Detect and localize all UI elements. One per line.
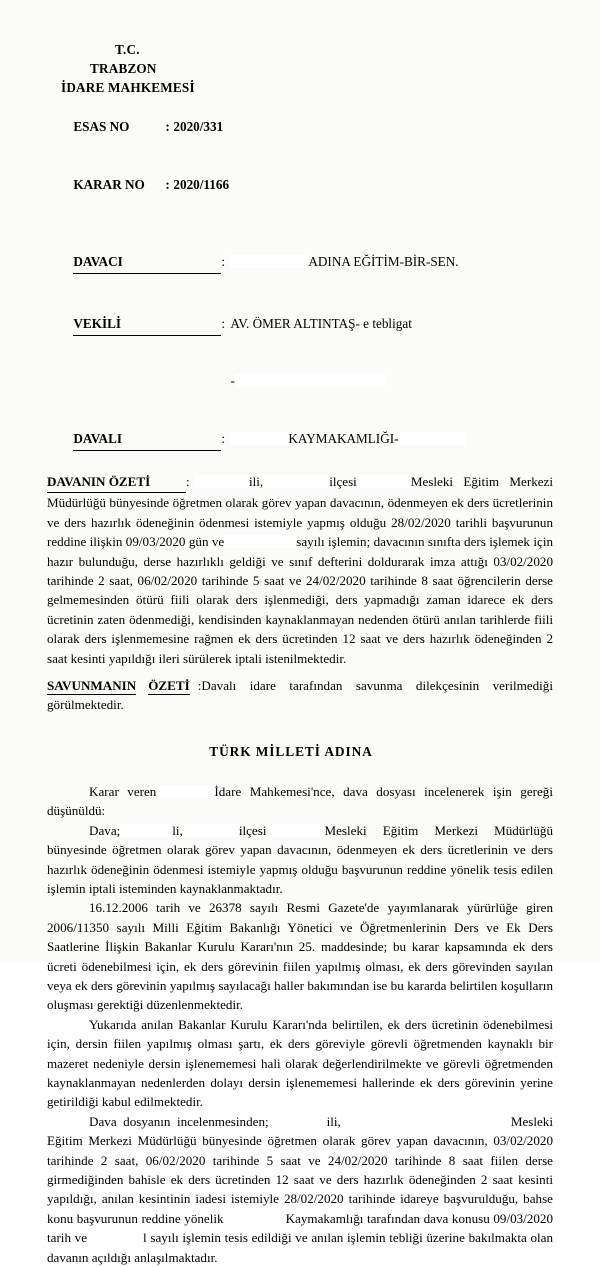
claim-decision-no-redaction [224, 535, 296, 548]
decision-p5-city-suffix: ili, [326, 1113, 341, 1129]
national-heading: TÜRK MİLLETİ ADINA [209, 743, 373, 759]
decision-number-value: 2020/1166 [173, 177, 230, 192]
decision-p5-governorate-redaction [224, 1212, 286, 1225]
attorney-continuation-redaction [235, 374, 385, 387]
decision-p1-suffix: İdare Mahkemesi'nce, dava dosyası incelenerek işin gereği düşünüldü: [47, 783, 553, 819]
defendant-redaction [230, 432, 288, 445]
document-sheet [47, 40, 553, 1267]
decision-body [47, 782, 553, 1267]
plaintiff-colon: : [221, 254, 226, 269]
plaintiff-value: ADINA EĞİTİM-BİR-SEN. [308, 254, 459, 269]
decision-paragraph-2 [47, 821, 553, 899]
defense-summary-paragraph [47, 676, 553, 715]
claim-summary-colon: : [186, 474, 190, 489]
claim-summary-text-after: sayılı işlemin; davacının sınıfta ders işlemek için hazır bulunduğu, derse hazırlıklı geldiği ve sınıf defterini doldurarak imza attığı 03/02/2020 tarihinde 2 saat, 06/02/2020 tarihinde 5 saat ve 24/02/2020 tarihinde 8 saat öğrencilerin derse gelmemesinden ötürü fiili olarak ders işlenmediği, ders yapmadığı zaman idarece ek ders ücretinin zaten ödenmediği, kendisinden kaynaklanmayan nedenden ötürü anılan tarihlerde fiili olarak ders işlenmemesine rağmen ek ders ücretinden 12 saat ve ders hazırlık ödeneğinden 2 saat kesinti yapıldığı ileri sürülerek iptali istenilmektedir. [47, 534, 553, 666]
decision-p2-text: Mesleki Eğitim Merkezi Müdürlüğü bünyesinde öğretmen olarak görev yapan davacının, ödenmeyen ek ders ücretlerinin ve ders hazırlık ödeneğinin ödenmesi istemiyle yapmış olduğu başvurunun reddine yönelik tesis edilen işlemin iptali isteminden kaynaklanmaktadır. [47, 822, 553, 896]
claim-summary-block [47, 472, 553, 668]
claim-district-redaction [263, 475, 329, 488]
defense-summary-colon: : [197, 678, 202, 694]
defense-summary-block [47, 676, 553, 715]
claim-center-redaction [357, 475, 411, 488]
decision-p5-district-redaction [341, 1115, 511, 1128]
decision-p5-text-3: l sayılı işlemin tesis edildiği ve anılan işlemin tebliği üzerine bakılmakta olan davanın açıldığı anlaşılmaktadır. [47, 1230, 553, 1265]
defense-summary-label-part1: SAVUNMANIN [47, 678, 137, 694]
attorney-colon: : [221, 316, 226, 331]
attorney-continuation-row [47, 356, 553, 405]
defendant-label: DAVALI [73, 429, 221, 451]
claim-city-suffix: ili, [249, 474, 264, 489]
case-number-value: 2020/331 [173, 118, 224, 134]
decision-paragraph-4: Yukarıda anılan Bakanlar Kurulu Kararı'nda belirtilen, ek ders ücretinin ödenebilmesi için, dersin fiilen yapılmış olması şartı, ek ders göreviyle görevli öğretmenden kaynaklı bir mazeret nedeniyle dersin işlenememesi hali olarak değerlendirilmekte ve görevli öğretmenden kaynaklanmayan nedenlerden dolayı dersin işlenememesi hallerinde ek ders görevinin yerine getirildiği kabul edilmektedir. [47, 1016, 553, 1110]
parties-block [47, 232, 553, 471]
attorney-value: AV. ÖMER ALTINTAŞ- e tebligat [230, 316, 412, 331]
court-header [47, 40, 553, 214]
court-name-line: İDARE MAHKEMESİ [61, 80, 195, 95]
decision-p2-district-suffix: ilçesi [238, 822, 267, 838]
decision-paragraph-5 [47, 1112, 553, 1267]
decision-p1-court-redaction [156, 785, 214, 798]
defense-summary-text: Davalı idare tarafından savunma dilekçesinin verilmediği görülmektedir. [47, 678, 553, 713]
attorney-continuation-dash: - [230, 373, 235, 388]
defendant-redaction-trailing [399, 432, 465, 445]
decision-p1-prefix: Karar veren [89, 783, 157, 799]
decision-p5-text-1: Mesleki Eğitim Merkezi Müdürlüğü bünyesinde öğretmen olarak görev yapan davacının, 03/02/2020 tarihinde 2 saat, 06/02/2020 tarihinde 5 saat ve 24/02/2020 tarihinde 8 saat fiilen derse girmediğinden bahisle ek ders ücretinden 12 saat ve ders hazırlık ödeneğinden 2 saat kesinti yapıldığı, anılan kesintinin iadesi istemiyle 28/02/2020 tarihinde idareye başvurulduğu, bahse konu başvurunun reddine yönelik [47, 1113, 553, 1226]
decision-p2-center-redaction [266, 824, 324, 837]
decision-p2-city-redaction [120, 824, 172, 837]
decision-p5-city-redaction [269, 1115, 327, 1128]
decision-p2-district-redaction [183, 824, 239, 837]
decision-p5-text-2: Kaymakamlığı tarafından dava konusu 09/03/2020 tarih ve [47, 1210, 553, 1246]
decision-number-row [47, 156, 553, 215]
plaintiff-row [47, 232, 553, 294]
claim-district-suffix: ilçesi [329, 474, 357, 489]
city-line: TRABZON [90, 61, 157, 76]
decision-paragraph-3: 16.12.2006 tarih ve 26378 sayılı Resmi Gazete'de yayımlanarak yürürlüğe giren 2006/11350 sayılı Milli Eğitim Bakanlığı Yönetici ve Öğretmenlerinin Ders ve Ek Ders Saatlerine İlişkin Bakanlar Kurulu Kararı'nın 25. maddesinde; bu karar kapsamında ek ders ücreti ödenebilmesi için, ek ders görevinin fiilen yapılmış olması, ek ders görevinden sayılan veya ek ders görevinin yapılmış sayılacağı haller bakımından ise bu kararda belirtilen koşulların oluşması gerektiği düzenlenmektedir. [47, 900, 553, 1013]
case-number-label: ESAS NO [73, 118, 130, 134]
defendant-row [47, 409, 553, 471]
attorney-label: VEKİLİ [73, 314, 221, 336]
claim-city-redaction [195, 475, 249, 488]
claim-summary-label: DAVANIN ÖZETİ [47, 472, 186, 493]
attorney-row [47, 294, 553, 356]
defendant-colon: : [221, 431, 226, 446]
plaintiff-label: DAVACI [73, 252, 221, 274]
defendant-value: KAYMAKAMLIĞI- [288, 431, 399, 446]
decision-p5-prefix: Dava dosyanın incelenmesinden; [89, 1113, 269, 1129]
decision-p2-prefix: Dava; [89, 822, 121, 838]
claim-center-name: Mesleki Eğitim Merkezi [410, 474, 553, 489]
claim-summary-text: Müdürlüğü bünyesinde öğretmen olarak görev yapan davacının, ödenmeyen ek ders ücretlerinin ve ders hazırlık ödeneğinin ödenmesi istemiyle yapmış olduğu 28/02/2020 tarihli başvurunun reddine ilişkin 09/03/2020 gün ve [47, 495, 553, 550]
decision-p5-number-redaction [87, 1231, 143, 1244]
case-number-row [47, 97, 553, 156]
claim-summary-paragraph [47, 472, 553, 668]
decision-p2-city-suffix: li, [172, 822, 183, 838]
plaintiff-redaction [230, 255, 308, 268]
republic-line: T.C. [115, 42, 140, 57]
decision-paragraph-1 [47, 782, 553, 821]
defense-summary-label-part2: ÖZETİ [148, 678, 190, 694]
decision-number-colon: : [165, 177, 170, 192]
case-number-colon: : [165, 118, 170, 134]
decision-number-label: KARAR NO [73, 177, 145, 192]
